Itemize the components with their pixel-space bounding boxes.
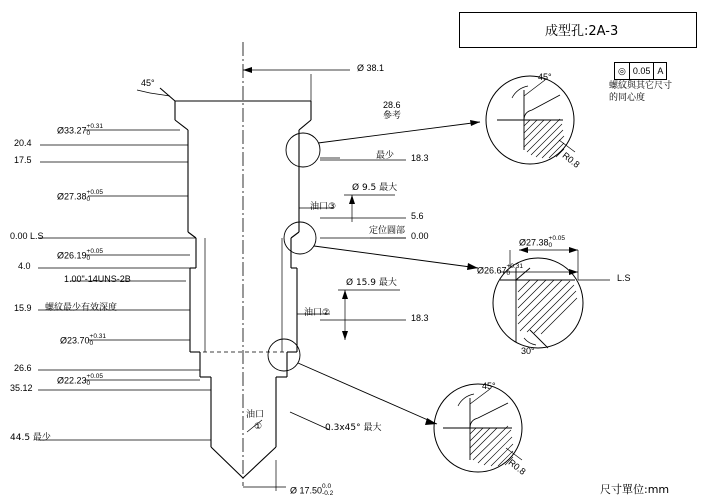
tol-lower-17-50: -0.2 <box>322 489 334 497</box>
detail-balloon-top <box>286 133 320 167</box>
dim-28-6: 28.6 <box>383 100 401 110</box>
note-min: 最少 <box>376 151 395 161</box>
note-chamfer-max: 0.3x45° 最大 <box>325 423 382 433</box>
gdt-note-line2: 的同心度 <box>609 93 646 103</box>
dim-18-3-mid: 18.3 <box>411 313 429 323</box>
tol-lower-27-38: 0 <box>86 195 91 203</box>
gdt-frame <box>614 62 667 80</box>
gdt-tolerance: 0.05 <box>629 63 654 79</box>
thread-depth-note: 螺紋最少有效深度 <box>45 303 118 313</box>
tol-upper-detail-26-67: +0.31 <box>506 263 523 270</box>
detail-mid-dim-top: Ø27.38 +0.05 0 <box>519 235 565 249</box>
detail-view-top-right <box>486 76 575 164</box>
note-oil-port-2: 油口② <box>304 308 331 318</box>
tol-lower-33-27: 0 <box>86 129 91 137</box>
dim-dia-23-70: Ø23.70 +0.31 0 <box>60 333 106 347</box>
detail-bottom-radius-label: R0.8 <box>506 457 528 477</box>
tol-upper-33-27: +0.31 <box>86 123 103 130</box>
note-dia-9-5-max: Ø 9.5 最大 <box>352 183 398 193</box>
gdt-note-line1: 螺紋與其它尺寸 <box>609 81 673 91</box>
tol-lower-26-19: 0 <box>86 254 91 262</box>
dim-20-4: 20.4 <box>14 138 32 148</box>
units-note: 尺寸單位:mm <box>600 483 670 496</box>
dim-dia-33-27: Ø33.27 +0.31 0 <box>57 123 103 137</box>
dim-dia-27-38: Ø27.38 +0.05 0 <box>57 189 103 203</box>
note-dia-15-9-max: Ø 15.9 最大 <box>346 278 397 288</box>
dim-17-5: 17.5 <box>14 155 32 165</box>
tol-upper-17-50: 0.0 <box>322 483 332 490</box>
tol-lower-detail-27-38: 0 <box>548 241 553 249</box>
note-oil-port-1-num: ① <box>254 422 263 432</box>
detail-mid-dim-left: Ø26.67 +0.31 0 <box>477 263 523 277</box>
dim-dia-38-1: Ø 38.1 <box>357 63 385 73</box>
dim-0-00-right: 0.00 <box>411 231 429 241</box>
dim-dia-17-50: Ø 17.50 0.0 -0.2 <box>290 483 334 497</box>
dim-dia-22-23: Ø22.23 +0.05 0 <box>57 373 103 387</box>
detail-bottom-angle-label: 45° <box>482 381 496 391</box>
detail-balloon-bottom <box>268 339 300 371</box>
detail-top-angle-label: 45° <box>538 72 552 82</box>
dim-0-00-ls: 0.00 L.S <box>10 231 44 241</box>
dim-dia-26-19: Ø26.19 +0.05 0 <box>57 248 103 262</box>
title-block-text: 成型孔:2A-3 <box>545 24 619 39</box>
note-oil-port-1: 油口 <box>246 410 265 420</box>
thread-spec-label: 1.00"-14UNS-2B <box>64 274 131 284</box>
tol-upper-detail-27-38: +0.05 <box>548 235 565 242</box>
dim-15-9: 15.9 <box>14 303 32 313</box>
detail-mid-ls-label: L.S <box>617 273 631 283</box>
dim-44-5: 44.5 最少 <box>10 433 51 443</box>
gdt-symbol: ◎ <box>618 65 626 76</box>
detail-view-bottom-right <box>434 381 522 472</box>
detail-balloon-mid <box>284 222 316 254</box>
tol-lower-detail-26-67: 0 <box>506 269 511 277</box>
tol-upper-23-70: +0.31 <box>89 333 106 340</box>
detail-mid-angle-label: 30° <box>521 346 535 356</box>
part-outline <box>160 88 311 478</box>
dim-5-6: 5.6 <box>411 211 424 221</box>
note-oil-port-3: 油口③ <box>310 202 337 212</box>
gdt-datum: A <box>653 63 666 79</box>
tol-upper-22-23: +0.05 <box>86 373 103 380</box>
dim-18-3-top: 18.3 <box>411 153 429 163</box>
tol-upper-26-19: +0.05 <box>86 248 103 255</box>
dim-28-6-note: 參考 <box>383 111 402 121</box>
detail-top-radius-label: R0.8 <box>560 150 582 170</box>
dim-35-12: 35.12 <box>10 383 33 393</box>
tol-lower-22-23: 0 <box>86 379 91 387</box>
dim-26-6: 26.6 <box>14 363 32 373</box>
dim-4-0: 4.0 <box>18 261 31 271</box>
chamfer-45-label: 45° <box>141 78 155 88</box>
tol-lower-23-70: 0 <box>89 339 94 347</box>
note-locating-area: 定位圓部 <box>369 226 406 236</box>
tol-upper-27-38: +0.05 <box>86 189 103 196</box>
